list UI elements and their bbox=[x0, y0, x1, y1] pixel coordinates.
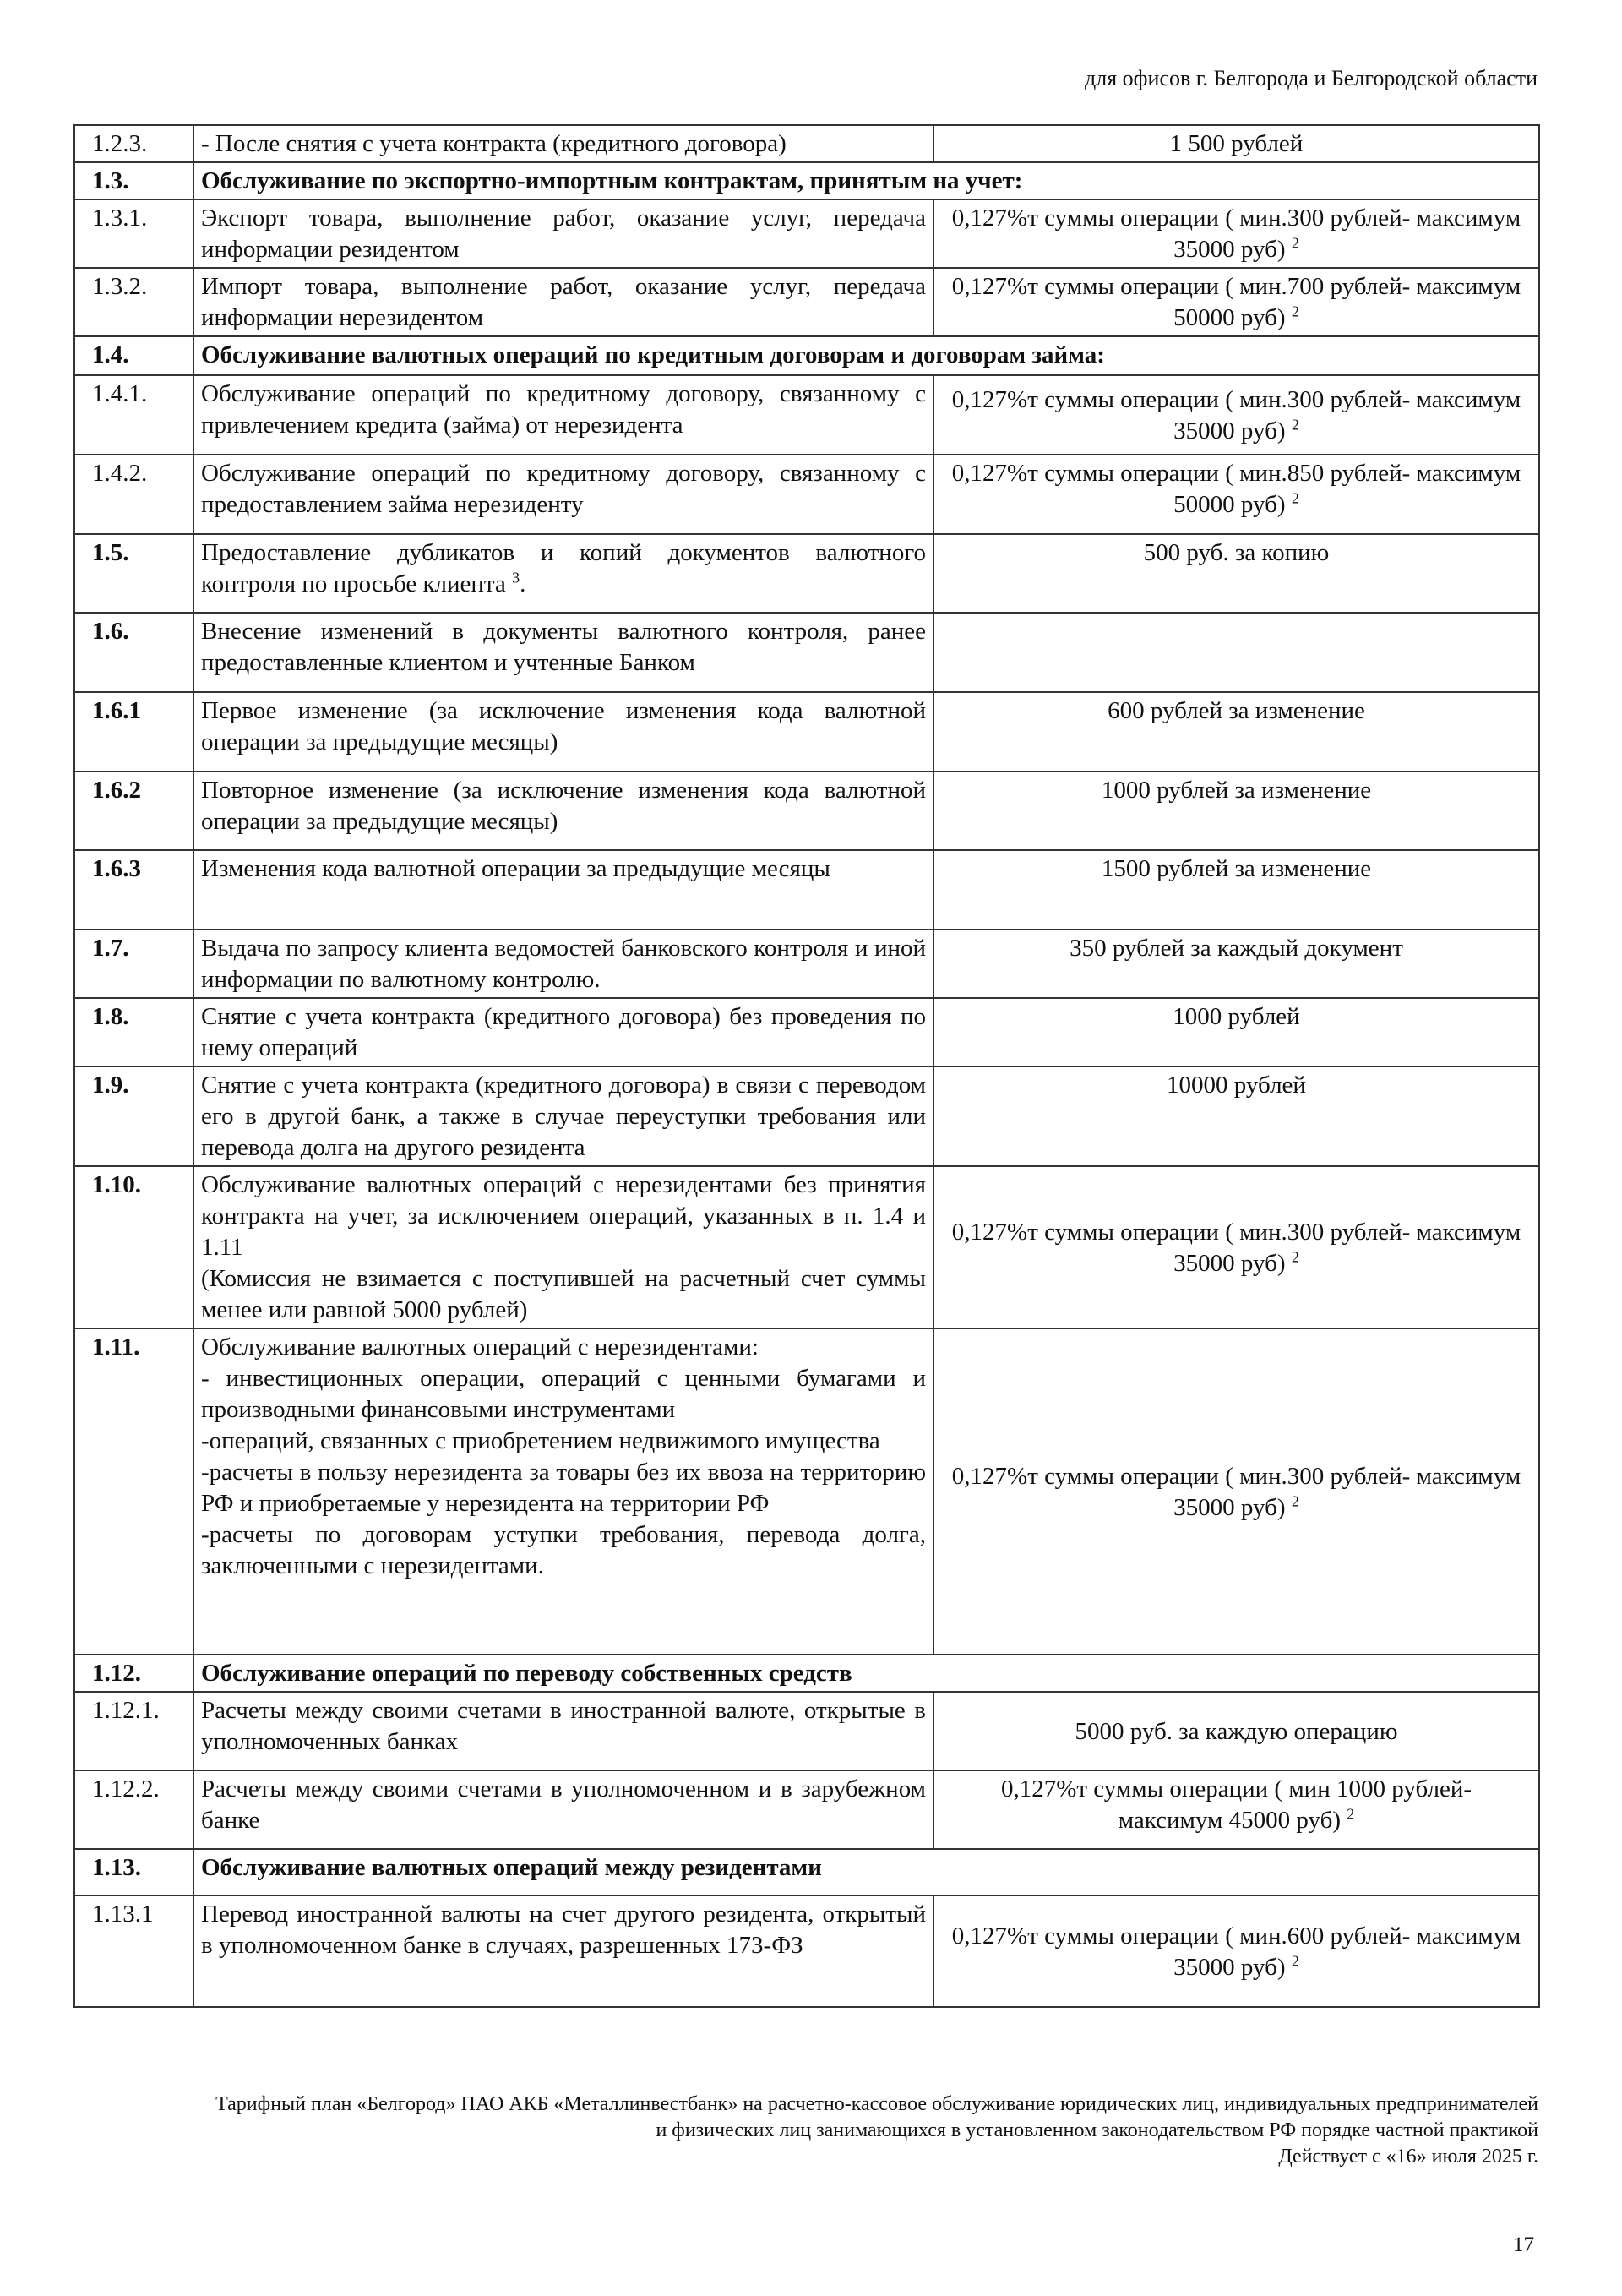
table-row bbox=[74, 1770, 1539, 1849]
price-text: 0,127%т суммы операции ( мин 1000 рублей- максимум 45000 руб) bbox=[1000, 1775, 1472, 1834]
table-row bbox=[74, 1066, 1539, 1166]
row-description bbox=[193, 534, 933, 613]
price-text: 0,127%т суммы операции ( мин.850 рублей- максимум 50000 руб) bbox=[951, 460, 1521, 518]
table-row bbox=[74, 692, 1539, 772]
row-description: Обслуживание валютных операций с нерезидентами: - инвестиционных операции, операций с ценными бумагами и производными финансовыми инструментами -операций, связанных с приобретением недвижимого имущества -расчеты в пользу нерезидента за товары без их ввоза на территорию РФ и приобретаемые у нерезидента на территории РФ -расчеты по договорам уступки требования, перевода долга, заключенными с нерезидентами. bbox=[193, 1328, 933, 1655]
row-number: 1.3.1. bbox=[74, 199, 193, 268]
row-number: 1.2.3. bbox=[74, 125, 193, 162]
page-footer bbox=[215, 2091, 1538, 2170]
row-number: 1.4.2. bbox=[74, 455, 193, 534]
row-description: Внесение изменений в документы валютного контроля, ранее предоставленные клиентом и учтенные Банком bbox=[193, 613, 933, 692]
section-row bbox=[74, 162, 1539, 199]
description-tail: . bbox=[520, 570, 526, 597]
row-price: 1 500 рублей bbox=[933, 125, 1539, 162]
section-row bbox=[74, 1849, 1539, 1895]
row-description: Расчеты между своими счетами в уполномоченном и в зарубежном банке bbox=[193, 1770, 933, 1849]
table-row bbox=[74, 455, 1539, 534]
row-price: 10000 рублей bbox=[933, 1066, 1539, 1166]
price-text: 0,127%т суммы операции ( мин.600 рублей- максимум 35000 руб) bbox=[951, 1922, 1521, 1981]
row-price bbox=[933, 1770, 1539, 1849]
section-title: Обслуживание валютных операций между резидентами bbox=[193, 1849, 1539, 1895]
row-number: 1.6.1 bbox=[74, 692, 193, 772]
description-text: Предоставление дубликатов и копий документов валютного контроля по просьбе клиента bbox=[201, 539, 926, 597]
footnote-ref: 2 bbox=[1291, 415, 1299, 433]
row-number: 1.4.1. bbox=[74, 375, 193, 455]
row-price: 1000 рублей bbox=[933, 998, 1539, 1066]
footnote-ref: 2 bbox=[1291, 303, 1299, 320]
row-description: Обслуживание операций по кредитному договору, связанному с предоставлением займа нерезиденту bbox=[193, 455, 933, 534]
table-row bbox=[74, 1328, 1539, 1655]
footnote-ref: 2 bbox=[1291, 489, 1299, 507]
row-description: Снятие с учета контракта (кредитного договора) в связи с переводом его в другой банк, а также в случае переуступки требования или перевода долга на другого резидента bbox=[193, 1066, 933, 1166]
price-text: 0,127%т суммы операции ( мин.300 рублей- максимум 35000 руб) bbox=[951, 205, 1521, 263]
row-description: Импорт товара, выполнение работ, оказание услуг, передача информации нерезидентом bbox=[193, 268, 933, 336]
footnote-ref: 2 bbox=[1291, 1951, 1299, 1969]
section-title: Обслуживание операций по переводу собственных средств bbox=[193, 1655, 1539, 1692]
row-number: 1.6. bbox=[74, 613, 193, 692]
section-row bbox=[74, 1655, 1539, 1692]
row-description: Экспорт товара, выполнение работ, оказание услуг, передача информации резидентом bbox=[193, 199, 933, 268]
row-price bbox=[933, 268, 1539, 336]
row-description: Расчеты между своими счетами в иностранной валюте, открытые в уполномоченных банках bbox=[193, 1692, 933, 1770]
table-row bbox=[74, 998, 1539, 1066]
row-price bbox=[933, 455, 1539, 534]
row-price: 600 рублей за изменение bbox=[933, 692, 1539, 772]
section-number: 1.4. bbox=[74, 336, 193, 375]
footnote-ref: 2 bbox=[1347, 1805, 1355, 1823]
table-row bbox=[74, 1895, 1539, 2007]
table-row bbox=[74, 613, 1539, 692]
row-description: - После снятия с учета контракта (кредитного договора) bbox=[193, 125, 933, 162]
section-row bbox=[74, 336, 1539, 375]
footnote-ref: 2 bbox=[1291, 1492, 1299, 1509]
table-row bbox=[74, 534, 1539, 613]
row-number: 1.10. bbox=[74, 1166, 193, 1328]
row-price bbox=[933, 199, 1539, 268]
row-price bbox=[933, 1166, 1539, 1328]
row-description: Обслуживание валютных операций с нерезидентами без принятия контракта на учет, за исключением операций, указанных в п. 1.4 и 1.11 (Комиссия не взимается с поступившей на расчетный счет суммы менее или равной 5000 рублей) bbox=[193, 1166, 933, 1328]
table-row bbox=[74, 772, 1539, 850]
row-price: 350 рублей за каждый документ bbox=[933, 930, 1539, 998]
price-text: 0,127%т суммы операции ( мин.700 рублей- максимум 50000 руб) bbox=[951, 273, 1521, 331]
footer-tariff-plan-line: Тарифный план «Белгород» ПАО АКБ «Металлинвестбанк» на расчетно-кассовое обслуживание юридических лиц, индивидуальных предпринимателей bbox=[215, 2093, 1538, 2115]
row-number: 1.11. bbox=[74, 1328, 193, 1655]
row-price bbox=[933, 613, 1539, 692]
table-row bbox=[74, 375, 1539, 455]
row-description: Повторное изменение (за исключение изменения кода валютной операции за предыдущие месяцы) bbox=[193, 772, 933, 850]
row-number: 1.8. bbox=[74, 998, 193, 1066]
footnote-ref: 2 bbox=[1291, 1247, 1299, 1265]
row-number: 1.3.2. bbox=[74, 268, 193, 336]
tariff-table bbox=[73, 124, 1540, 2008]
row-price: 5000 руб. за каждую операцию bbox=[933, 1692, 1539, 1770]
row-price bbox=[933, 375, 1539, 455]
footer-practice-line: и физических лиц занимающихся в установленном законодательством РФ порядке частной практикой bbox=[656, 2119, 1538, 2141]
row-price: 1000 рублей за изменение bbox=[933, 772, 1539, 850]
section-number: 1.12. bbox=[74, 1655, 193, 1692]
table-row bbox=[74, 1692, 1539, 1770]
row-number: 1.6.2 bbox=[74, 772, 193, 850]
page-number: 17 bbox=[1513, 2233, 1534, 2256]
row-number: 1.5. bbox=[74, 534, 193, 613]
table-row bbox=[74, 125, 1539, 162]
price-text: 0,127%т суммы операции ( мин.300 рублей- максимум 35000 руб) bbox=[951, 1462, 1521, 1521]
section-title: Обслуживание валютных операций по кредитным договорам и договорам займа: bbox=[193, 336, 1539, 375]
footnote-ref: 2 bbox=[1291, 234, 1299, 252]
row-description: Обслуживание операций по кредитному договору, связанному с привлечением кредита (займа) от нерезидента bbox=[193, 375, 933, 455]
row-price bbox=[933, 1895, 1539, 2007]
row-description: Перевод иностранной валюты на счет другого резидента, открытый в уполномоченном банке в случаях, разрешенных 173-ФЗ bbox=[193, 1895, 933, 2007]
section-title: Обслуживание по экспортно-импортным контрактам, принятым на учет: bbox=[193, 162, 1539, 199]
row-price bbox=[933, 1328, 1539, 1655]
section-number: 1.13. bbox=[74, 1849, 193, 1895]
table-row bbox=[74, 1166, 1539, 1328]
footer-effective-date: Действует с «16» июля 2025 г. bbox=[1278, 2146, 1538, 2168]
row-price: 500 руб. за копию bbox=[933, 534, 1539, 613]
table-row bbox=[74, 930, 1539, 998]
table-row bbox=[74, 850, 1539, 930]
row-number: 1.7. bbox=[74, 930, 193, 998]
row-number: 1.6.3 bbox=[74, 850, 193, 930]
price-text: 0,127%т суммы операции ( мин.300 рублей- максимум 35000 руб) bbox=[951, 385, 1521, 444]
section-number: 1.3. bbox=[74, 162, 193, 199]
row-description: Первое изменение (за исключение изменения кода валютной операции за предыдущие месяцы) bbox=[193, 692, 933, 772]
row-description: Выдача по запросу клиента ведомостей банковского контроля и иной информации по валютному контролю. bbox=[193, 930, 933, 998]
row-number: 1.12.1. bbox=[74, 1692, 193, 1770]
row-number: 1.13.1 bbox=[74, 1895, 193, 2007]
header-office-note: для офисов г. Белгорода и Белгородской области bbox=[1085, 66, 1538, 90]
price-text: 0,127%т суммы операции ( мин.300 рублей- максимум 35000 руб) bbox=[951, 1218, 1521, 1277]
footnote-ref: 3 bbox=[512, 569, 520, 586]
table-row bbox=[74, 268, 1539, 336]
row-description: Снятие с учета контракта (кредитного договора) без проведения по нему операций bbox=[193, 998, 933, 1066]
row-price: 1500 рублей за изменение bbox=[933, 850, 1539, 930]
row-description: Изменения кода валютной операции за предыдущие месяцы bbox=[193, 850, 933, 930]
table-row bbox=[74, 199, 1539, 268]
row-number: 1.9. bbox=[74, 1066, 193, 1166]
row-number: 1.12.2. bbox=[74, 1770, 193, 1849]
